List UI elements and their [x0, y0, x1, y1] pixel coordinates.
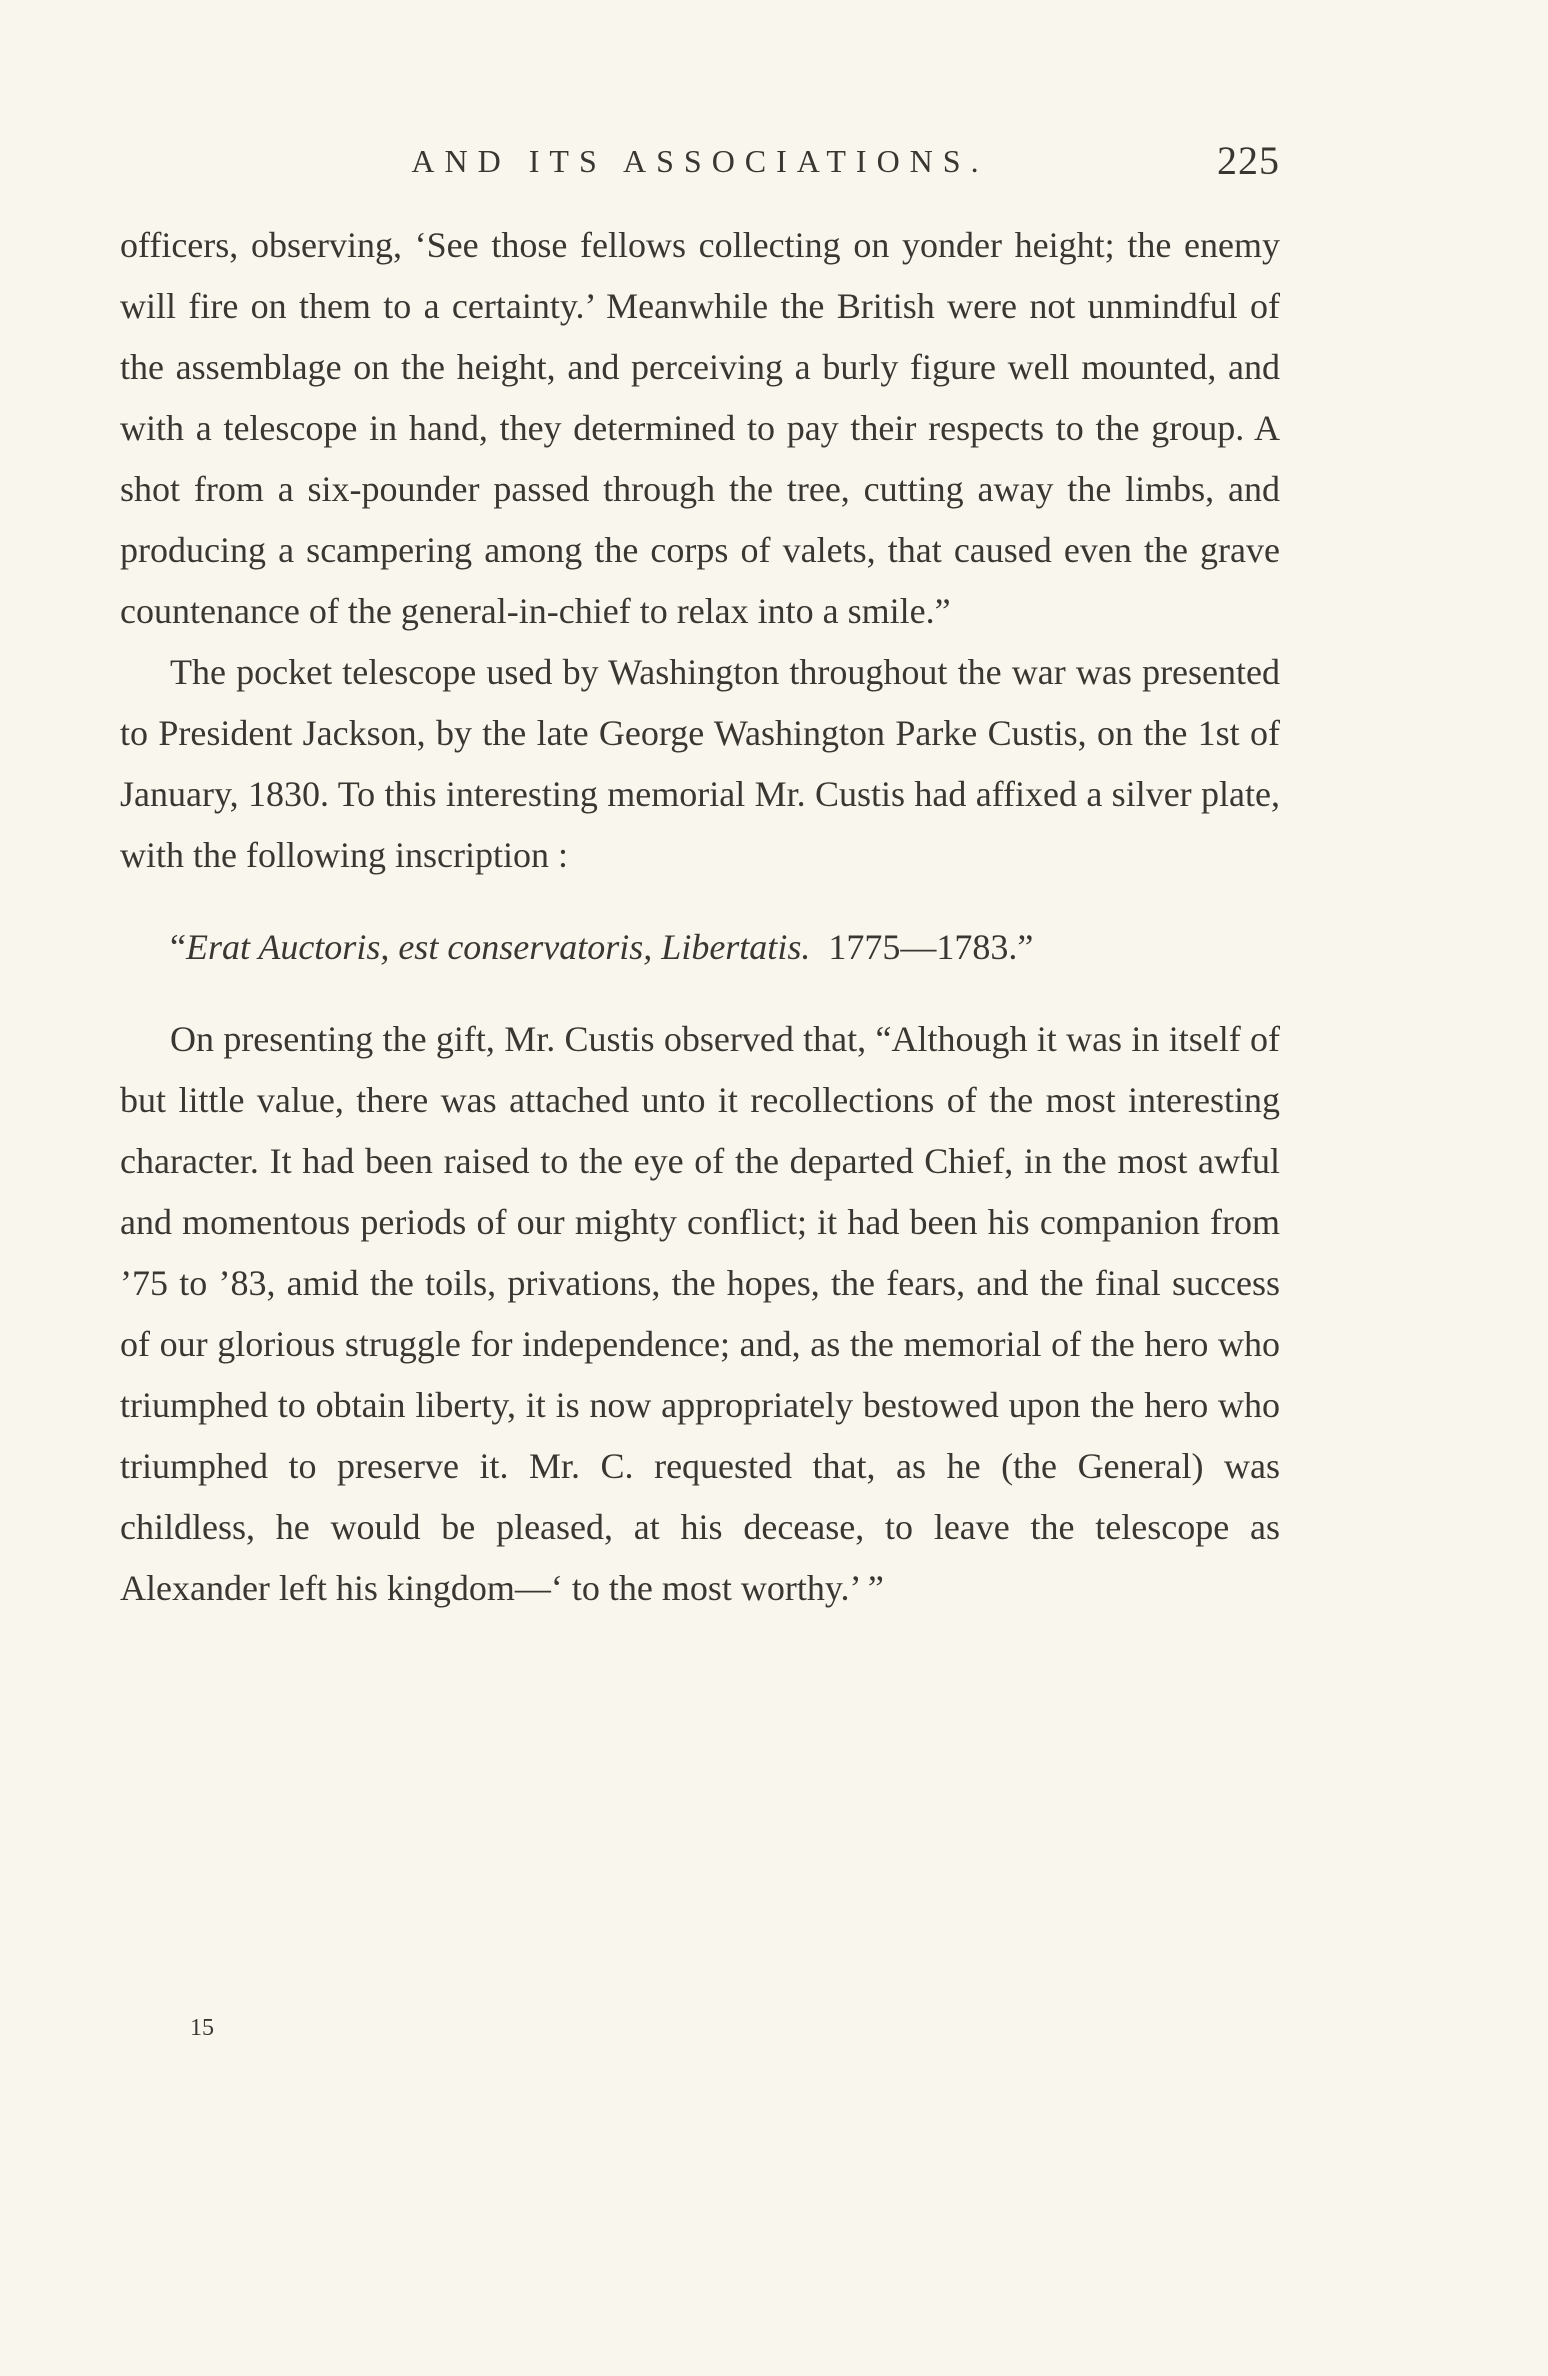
page-number: 225	[1217, 138, 1280, 183]
inscription-years: 1775—1783.”	[828, 927, 1034, 967]
running-head	[120, 136, 1280, 186]
running-title: AND ITS ASSOCIATIONS.	[411, 143, 989, 179]
inscription-latin: Erat Auctoris, est conservatoris, Libertatis.	[185, 927, 811, 967]
inscription-line	[120, 917, 1280, 978]
printer-signature: 15	[190, 2015, 214, 2041]
body-text	[120, 215, 1280, 1619]
paragraph-telescope: The pocket telescope used by Washington throughout the war was presented to President Jackson, by the late George Washington Parke Custis, on the 1st of January, 1830. To this interesting memorial Mr. Custis had affixed a silver plate, with the following inscription :	[120, 652, 1280, 875]
inscription-open-quote: “	[170, 927, 186, 967]
paragraph-presentation: On presenting the gift, Mr. Custis observed that, “Although it was in itself of but little value, there was attached unto it recollections of the most interesting character. It had been raised to the eye of the departed Chief, in the most awful and momentous periods of our mighty conflict; it had been his companion from ’75 to ’83, amid the toils, privations, the hopes, the fears, and the final success of our glorious struggle for independence; and, as the memorial of the hero who triumphed to obtain liberty, it is now appropriately bestowed upon the hero who triumphed to preserve it. Mr. C. requested that, as he (the General) was childless, he would be pleased, at his decease, to leave the telescope as Alexander left his kingdom—‘ to the most worthy.’ ”	[120, 1019, 1280, 1608]
paragraph-continued: officers, observing, ‘See those fellows collecting on yonder height; the enemy will fire on them to a certainty.’ Meanwhile the British were not unmindful of the assemblage on the height, and perceiving a burly figure well mounted, and with a telescope in hand, they determined to pay their respects to the group. A shot from a six-pounder passed through the tree, cutting away the limbs, and producing a scampering among the corps of valets, that caused even the grave countenance of the general-in-chief to relax into a smile.”	[120, 225, 1280, 631]
